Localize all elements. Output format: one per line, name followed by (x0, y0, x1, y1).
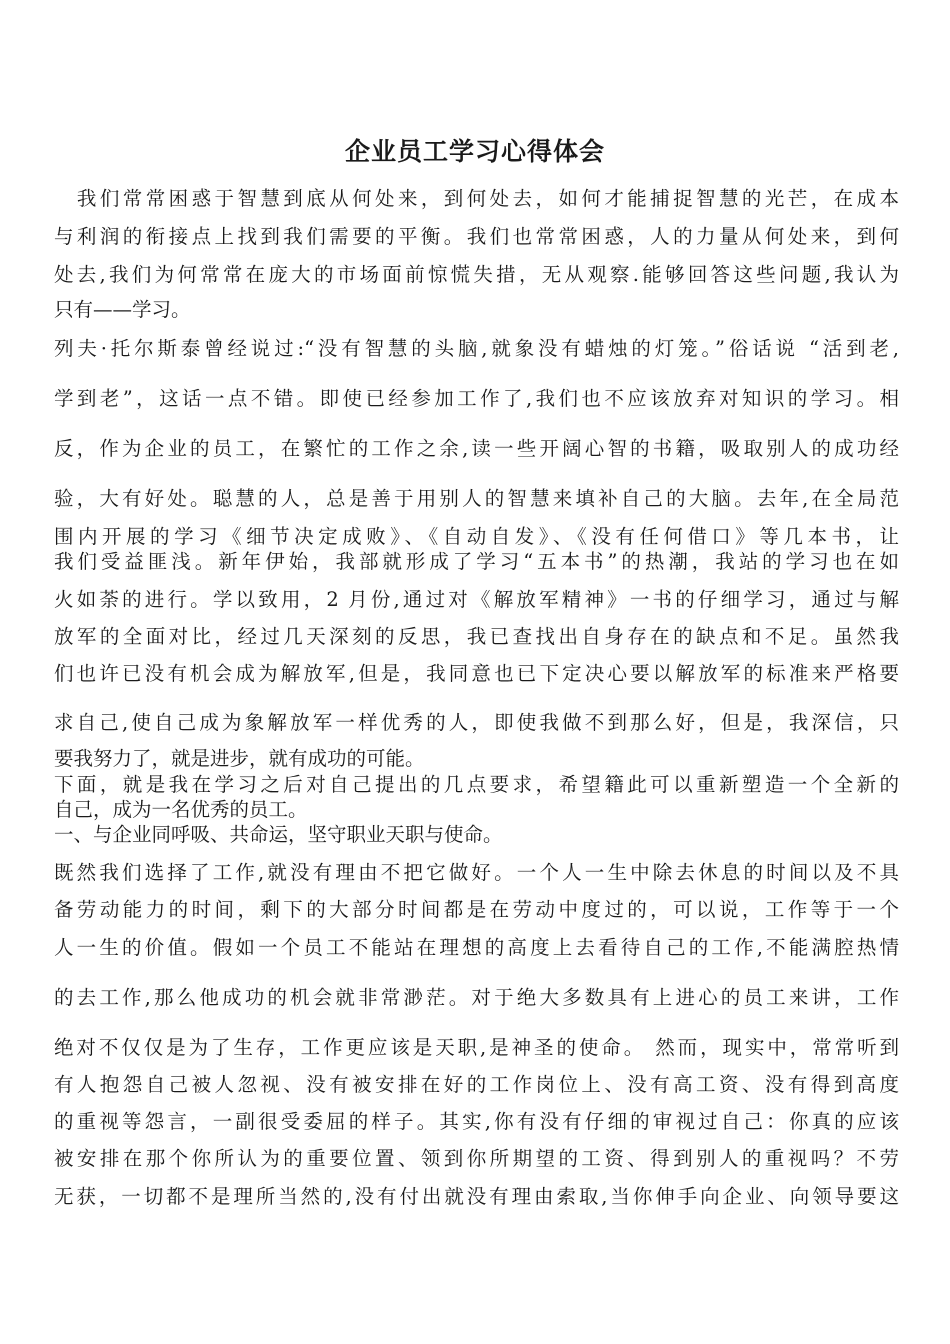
text-line: 学到老”，这话一点不错。即使已经参加工作了,我们也不应该放弃对知识的学习。相 (54, 387, 899, 410)
text-line: 们也许已没有机会成为解放军,但是，我同意也已下定决心要以解放军的标准来严格要 (54, 662, 899, 685)
text-line: 下面，就是我在学习之后对自己提出的几点要求，希望籍此可以重新塑造一个全新的 (54, 773, 899, 796)
text-line: 处去,我们为何常常在庞大的市场面前惊慌失措，无从观察.能够回答这些问题,我认为 (54, 263, 899, 286)
text-line: 绝对不仅仅是为了生存，工作更应该是天职,是神圣的使命。 然而，现实中，常常听到 (54, 1036, 899, 1059)
text-line: 我们常常困惑于智慧到底从何处来，到何处去，如何才能捕捉智慧的光芒，在成本 (54, 187, 899, 210)
text-line: 列夫·托尔斯泰曾经说过:“没有智慧的头脑,就象没有蜡烛的灯笼。”俗话说 “活到老, (54, 337, 899, 360)
text-line: 与利润的衔接点上找到我们需要的平衡。我们也常常困惑，人的力量从何处来，到何 (54, 225, 899, 248)
text-line: 有人抱怨自己被人忽视、没有被安排在好的工作岗位上、没有高工资、没有得到高度 (54, 1073, 899, 1096)
section-heading: 一、与企业同呼吸、共命运，坚守职业天职与使命。 (54, 823, 503, 846)
text-line: 求自己,使自己成为象解放军一样优秀的人，即使我做不到那么好，但是，我深信，只 (54, 711, 899, 734)
text-line: 人一生的价值。假如一个员工不能站在理想的高度上去看待自己的工作,不能满腔热情 (54, 936, 899, 959)
text-line: 放军的全面对比，经过几天深刻的反思，我已查找出自身存在的缺点和不足。虽然我 (54, 625, 899, 648)
text-line: 被安排在那个你所认为的重要位置、领到你所期望的工资、得到别人的重视吗？不劳 (54, 1147, 899, 1170)
text-line: 我们受益匪浅。新年伊始，我部就形成了学习“五本书”的热潮，我站的学习也在如 (54, 550, 899, 573)
text-line: 只有——学习。 (54, 298, 191, 321)
text-line: 验，大有好处。聪慧的人，总是善于用别人的智慧来填补自己的大脑。去年,在全局范 (54, 487, 899, 510)
document-title: 企业员工学习心得体会 (344, 137, 605, 166)
text-line: 的去工作,那么他成功的机会就非常渺茫。对于绝大多数具有上进心的员工来讲，工作 (54, 986, 899, 1009)
text-line: 火如荼的进行。学以致用，2 月份,通过对《解放军精神》一书的仔细学习，通过与解 (54, 588, 899, 611)
text-line: 备劳动能力的时间，剩下的大部分时间都是在劳动中度过的，可以说，工作等于一个 (54, 898, 899, 921)
text-line: 的重视等怨言，一副很受委屈的样子。其实,你有没有仔细的审视过自己：你真的应该 (54, 1110, 899, 1133)
text-line: 围内开展的学习《细节决定成败》、《自动自发》、《没有任何借口》等几本书，让 (54, 525, 899, 548)
text-line: 反，作为企业的员工，在繁忙的工作之余,读一些开阔心智的书籍，吸取别人的成功经 (54, 437, 899, 460)
text-line: 要我努力了，就是进步，就有成功的可能。 (54, 747, 425, 770)
text-line: 自己，成为一名优秀的员工。 (54, 798, 308, 821)
text-line: 无获，一切都不是理所当然的,没有付出就没有理由索取,当你伸手向企业、向领导要这 (54, 1185, 899, 1208)
text-line: 既然我们选择了工作,就没有理由不把它做好。一个人一生中除去休息的时间以及不具 (54, 861, 899, 884)
